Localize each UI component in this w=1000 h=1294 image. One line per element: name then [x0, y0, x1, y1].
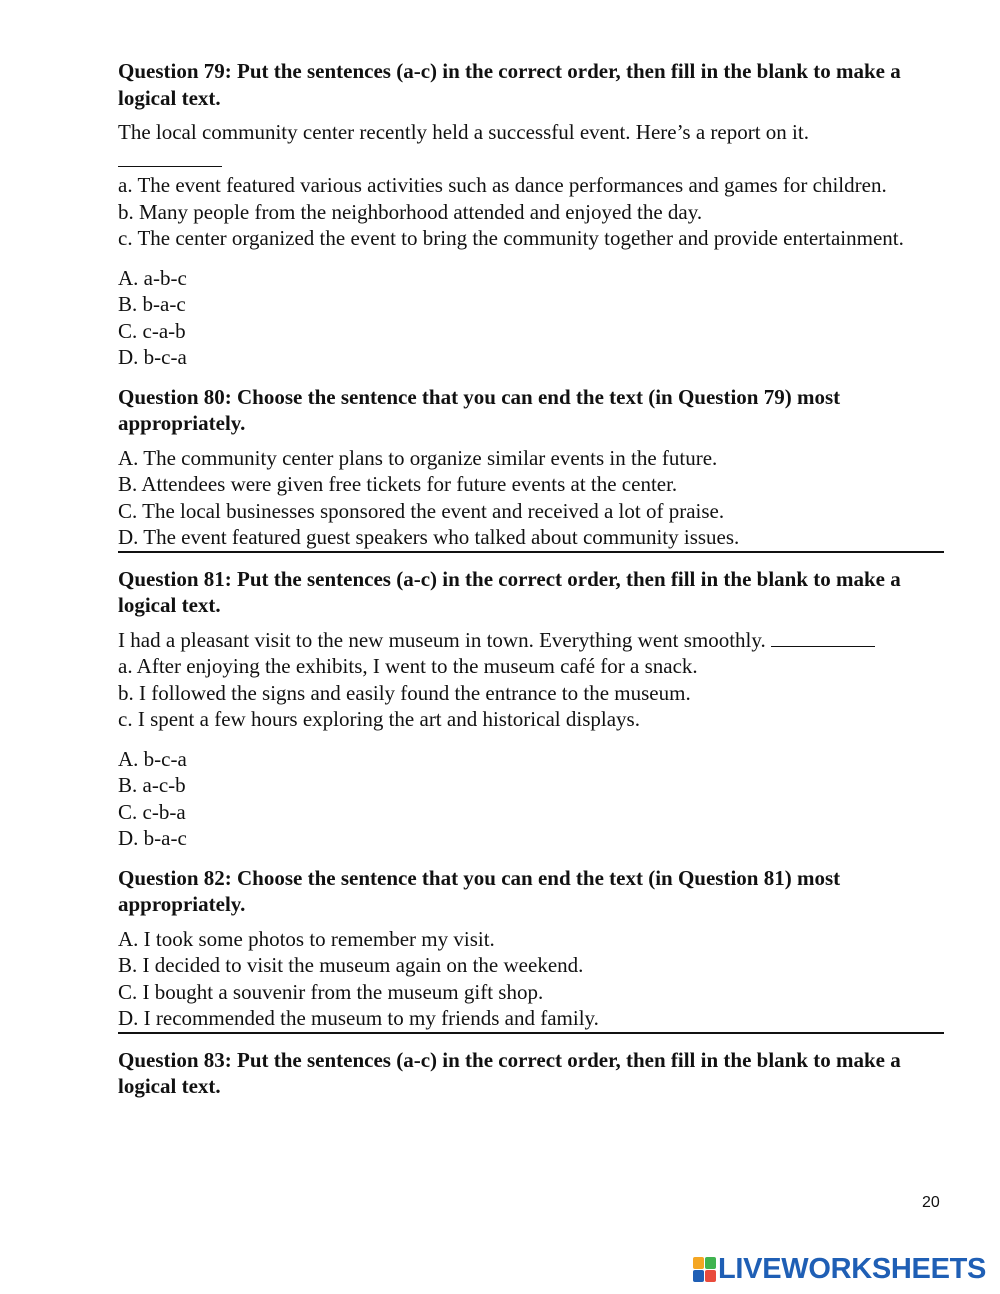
question-83-title: Question 83: Put the sentences (a-c) in the correct order, then fill in the blank to make a logical text. [118, 1047, 901, 1098]
question-80 [118, 384, 944, 553]
question-81 [118, 566, 944, 852]
sentence-a: a. After enjoying the exhibits, I went to the museum café for a snack. [118, 654, 698, 678]
question-82-options [118, 926, 944, 1034]
question-82 [118, 865, 944, 1034]
option-d[interactable]: D. I recommended the museum to my friends and family. [118, 1006, 599, 1030]
sentence-c: c. The center organized the event to bring the community together and provide entertainment. [118, 226, 904, 250]
option-d[interactable]: D. b-c-a [118, 345, 187, 369]
option-c[interactable]: C. I bought a souvenir from the museum gift shop. [118, 979, 544, 1004]
answer-blank[interactable] [771, 628, 875, 647]
question-79-sentences [118, 172, 944, 252]
worksheet-page [118, 58, 944, 1108]
question-81-intro: I had a pleasant visit to the new museum in town. Everything went smoothly. [118, 627, 766, 652]
option-a[interactable]: A. The community center plans to organize similar events in the future. [118, 445, 718, 470]
question-81-sentences [118, 653, 944, 733]
option-a[interactable]: A. I took some photos to remember my visit. [118, 926, 495, 951]
option-c[interactable]: C. c-b-a [118, 799, 186, 824]
logo-square-icon [705, 1270, 716, 1282]
answer-blank[interactable] [118, 146, 944, 173]
question-79-title: Question 79: Put the sentences (a-c) in the correct order, then fill in the blank to make a logical text. [118, 59, 901, 110]
question-80-title: Question 80: Choose the sentence that you can end the text (in Question 79) most appropriately. [118, 384, 841, 435]
sentence-a: a. The event featured various activities such as dance performances and games for children. [118, 173, 887, 197]
option-c[interactable]: C. c-a-b [118, 318, 186, 343]
option-b[interactable]: B. b-a-c [118, 292, 186, 316]
page-number: 20 [922, 1194, 940, 1211]
option-d[interactable]: D. b-a-c [118, 826, 187, 850]
option-d[interactable]: D. The event featured guest speakers who talked about community issues. [118, 525, 740, 549]
sentence-b: b. I followed the signs and easily found the entrance to the museum. [118, 680, 691, 705]
question-79 [118, 58, 944, 371]
option-b[interactable]: B. Attendees were given free tickets for future events at the center. [118, 472, 678, 496]
question-82-title: Question 82: Choose the sentence that you can end the text (in Question 81) most appropriately. [118, 865, 841, 916]
option-a[interactable]: A. a-b-c [118, 265, 187, 290]
question-81-title: Question 81: Put the sentences (a-c) in the correct order, then fill in the blank to make a logical text. [118, 566, 901, 617]
option-c[interactable]: C. The local businesses sponsored the event and received a lot of praise. [118, 498, 725, 523]
logo-square-icon [693, 1270, 704, 1282]
question-79-options [118, 265, 944, 371]
logo-square-icon [705, 1257, 716, 1269]
question-83 [118, 1047, 944, 1100]
option-a[interactable]: A. b-c-a [118, 746, 187, 771]
logo-text: LIVEWORKSHEETS [718, 1252, 987, 1285]
logo-square-icon [693, 1257, 704, 1269]
sentence-c: c. I spent a few hours exploring the art and historical displays. [118, 707, 640, 731]
question-81-intro-line [118, 627, 944, 654]
option-b[interactable]: B. a-c-b [118, 773, 186, 797]
liveworksheets-logo-icon [693, 1257, 715, 1281]
question-81-options [118, 746, 944, 852]
question-79-intro: The local community center recently held a successful event. Here’s a report on it. [118, 120, 809, 144]
liveworksheets-logo[interactable] [693, 1254, 986, 1284]
sentence-b: b. Many people from the neighborhood attended and enjoyed the day. [118, 199, 703, 224]
question-80-options [118, 445, 944, 553]
option-b[interactable]: B. I decided to visit the museum again on the weekend. [118, 953, 584, 977]
